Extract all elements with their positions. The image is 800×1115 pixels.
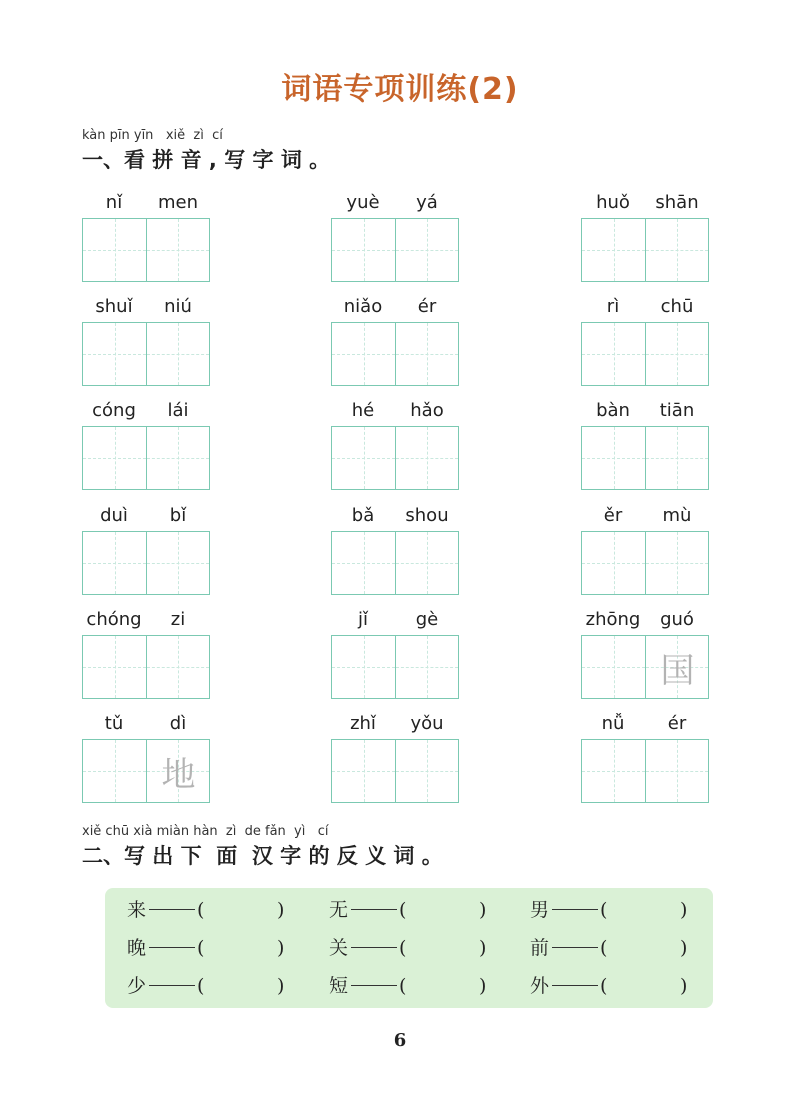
hint-character <box>147 323 210 385</box>
pinyin-label: hé <box>351 400 375 421</box>
antonym-character: 外 <box>530 975 550 997</box>
hint-character <box>332 532 395 594</box>
antonym-item[interactable] <box>127 969 327 1003</box>
word-item <box>581 503 709 595</box>
antonym-character: 来 <box>127 899 147 921</box>
hint-character <box>582 636 645 698</box>
writing-cell[interactable] <box>146 740 209 802</box>
pinyin-label: zhōng <box>585 609 641 630</box>
antonym-character: 无 <box>329 899 349 921</box>
writing-box <box>82 739 210 803</box>
pinyin-label: guó <box>660 609 694 630</box>
hint-character <box>396 636 459 698</box>
pinyin-label: zi <box>170 609 186 630</box>
close-paren: ) <box>277 975 285 997</box>
hint-character <box>396 427 459 489</box>
writing-cell[interactable] <box>83 636 146 698</box>
pinyin-label: nǐ <box>105 192 123 213</box>
word-item <box>82 294 210 386</box>
pinyin-label: niú <box>164 296 192 317</box>
writing-box <box>82 322 210 386</box>
pinyin-label: tiān <box>659 400 695 421</box>
antonym-character: 短 <box>329 975 349 997</box>
hint-character <box>582 219 645 281</box>
word-item <box>82 190 210 282</box>
hint-character <box>332 219 395 281</box>
writing-cell[interactable] <box>146 219 209 281</box>
antonym-character: 晚 <box>127 937 147 959</box>
writing-box <box>331 531 459 595</box>
pinyin-label: bàn <box>596 400 630 421</box>
pinyin-label: chóng <box>86 609 142 630</box>
word-item <box>581 398 709 490</box>
writing-box <box>82 426 210 490</box>
hint-character <box>582 323 645 385</box>
antonym-item[interactable] <box>127 931 327 965</box>
writing-cell[interactable] <box>332 323 395 385</box>
writing-cell[interactable] <box>395 636 458 698</box>
writing-box <box>331 426 459 490</box>
pinyin-label: dì <box>169 713 187 734</box>
word-item <box>331 607 459 699</box>
antonym-row <box>105 893 713 927</box>
writing-box <box>581 218 709 282</box>
answer-dash <box>149 947 195 948</box>
hint-character <box>332 427 395 489</box>
pinyin-label: jǐ <box>357 609 368 630</box>
pinyin-label: yuè <box>346 192 380 213</box>
section-2-pinyin: xiě chū xià miàn hàn zì de fǎn yì cí <box>82 824 329 839</box>
writing-box <box>331 218 459 282</box>
hint-character: 地 <box>161 754 196 795</box>
pinyin-label: nǚ <box>601 713 625 734</box>
word-item <box>581 711 709 803</box>
hint-character <box>646 323 709 385</box>
writing-cell[interactable] <box>395 323 458 385</box>
writing-cell[interactable] <box>332 427 395 489</box>
antonym-character: 少 <box>127 975 147 997</box>
section-1-pinyin: kàn pīn yīn xiě zì cí <box>82 128 223 143</box>
open-paren: ( <box>399 937 407 959</box>
pinyin-label: lái <box>167 400 189 421</box>
close-paren: ) <box>479 937 487 959</box>
open-paren: ( <box>600 899 608 921</box>
writing-cell[interactable] <box>582 532 645 594</box>
word-item <box>82 711 210 803</box>
antonym-item[interactable] <box>530 931 730 965</box>
writing-box <box>331 739 459 803</box>
writing-cell[interactable] <box>645 427 708 489</box>
writing-cell[interactable] <box>395 219 458 281</box>
antonym-character: 前 <box>530 937 550 959</box>
section-1-title: 一、看 拼 音 , 写 字 词 。 <box>82 148 331 172</box>
writing-cell[interactable] <box>582 323 645 385</box>
open-paren: ( <box>600 975 608 997</box>
antonym-item[interactable] <box>329 931 529 965</box>
hint-character <box>582 427 645 489</box>
writing-box <box>82 635 210 699</box>
hint-character <box>396 323 459 385</box>
word-item <box>82 607 210 699</box>
open-paren: ( <box>399 975 407 997</box>
antonym-character: 男 <box>530 899 550 921</box>
writing-cell[interactable] <box>83 427 146 489</box>
writing-cell[interactable] <box>645 219 708 281</box>
answer-dash <box>351 947 397 948</box>
section-1-heading <box>82 128 330 174</box>
pinyin-label: shuǐ <box>95 296 133 317</box>
pinyin-label: hǎo <box>410 400 444 421</box>
antonym-item[interactable] <box>530 893 730 927</box>
antonym-item[interactable] <box>329 893 529 927</box>
section-2-title: 二、写 出 下 面 汉 字 的 反 义 词 。 <box>82 844 443 868</box>
pinyin-label: niǎo <box>343 296 383 317</box>
answer-dash <box>552 985 598 986</box>
writing-cell[interactable] <box>582 427 645 489</box>
word-item <box>331 190 459 282</box>
writing-cell[interactable] <box>645 740 708 802</box>
answer-dash <box>552 947 598 948</box>
word-item <box>581 607 709 699</box>
open-paren: ( <box>197 899 205 921</box>
writing-cell[interactable] <box>332 532 395 594</box>
pinyin-label: gè <box>415 609 439 630</box>
hint-character <box>83 219 146 281</box>
antonym-exercise-panel <box>105 888 713 1008</box>
hint-character <box>147 532 210 594</box>
hint-character <box>396 532 459 594</box>
writing-box <box>581 531 709 595</box>
writing-box <box>82 218 210 282</box>
hint-character <box>83 740 146 802</box>
writing-box <box>331 322 459 386</box>
writing-cell[interactable] <box>582 636 645 698</box>
writing-cell[interactable] <box>395 427 458 489</box>
antonym-item[interactable] <box>530 969 730 1003</box>
pinyin-label: ér <box>417 296 437 317</box>
word-item <box>82 398 210 490</box>
hint-character <box>582 532 645 594</box>
word-item <box>581 190 709 282</box>
writing-box <box>581 426 709 490</box>
antonym-row <box>105 969 713 1003</box>
antonym-item[interactable] <box>329 969 529 1003</box>
writing-cell[interactable] <box>83 323 146 385</box>
close-paren: ) <box>680 937 688 959</box>
hint-character <box>332 636 395 698</box>
writing-box <box>82 531 210 595</box>
hint-character <box>332 323 395 385</box>
writing-cell[interactable] <box>332 219 395 281</box>
pinyin-label: shou <box>405 505 449 526</box>
answer-dash <box>351 985 397 986</box>
hint-character <box>646 219 709 281</box>
close-paren: ) <box>479 899 487 921</box>
pinyin-label: zhǐ <box>350 713 376 734</box>
antonym-character: 关 <box>329 937 349 959</box>
open-paren: ( <box>600 937 608 959</box>
writing-cell[interactable] <box>332 636 395 698</box>
hint-character <box>147 636 210 698</box>
hint-character: 国 <box>660 650 695 691</box>
pinyin-label: bǎ <box>351 505 375 526</box>
writing-cell[interactable] <box>146 636 209 698</box>
section-2-heading <box>82 824 443 870</box>
pinyin-label: cóng <box>92 400 136 421</box>
page-number: 6 <box>393 1030 407 1051</box>
answer-dash <box>351 909 397 910</box>
open-paren: ( <box>197 975 205 997</box>
writing-cell[interactable] <box>395 532 458 594</box>
writing-cell[interactable] <box>146 427 209 489</box>
answer-dash <box>149 909 195 910</box>
open-paren: ( <box>399 899 407 921</box>
word-item <box>331 711 459 803</box>
pinyin-label: ér <box>667 713 687 734</box>
writing-cell[interactable] <box>83 740 146 802</box>
writing-box <box>581 635 709 699</box>
pinyin-label: yǒu <box>410 713 444 734</box>
pinyin-label: bǐ <box>169 505 187 526</box>
writing-cell[interactable] <box>332 740 395 802</box>
hint-character <box>147 427 210 489</box>
pinyin-word-grid <box>82 190 722 810</box>
hint-character <box>582 740 645 802</box>
hint-character <box>332 740 395 802</box>
pinyin-label: yá <box>416 192 438 213</box>
writing-box <box>581 322 709 386</box>
pinyin-label: tǔ <box>104 713 124 734</box>
word-item <box>581 294 709 386</box>
writing-cell[interactable] <box>645 532 708 594</box>
writing-cell[interactable] <box>146 323 209 385</box>
antonym-row <box>105 931 713 965</box>
writing-cell[interactable] <box>83 532 146 594</box>
writing-cell[interactable] <box>146 532 209 594</box>
writing-cell[interactable] <box>83 219 146 281</box>
hint-character <box>646 532 709 594</box>
hint-character <box>646 427 709 489</box>
hint-character <box>83 427 146 489</box>
answer-dash <box>552 909 598 910</box>
writing-cell[interactable] <box>395 740 458 802</box>
pinyin-label: men <box>157 192 199 213</box>
pinyin-label: shān <box>655 192 699 213</box>
page-title: 词语专项训练(2) <box>281 72 519 107</box>
close-paren: ) <box>277 899 285 921</box>
word-item <box>82 503 210 595</box>
hint-character <box>83 636 146 698</box>
hint-character <box>646 740 709 802</box>
hint-character <box>396 219 459 281</box>
writing-cell[interactable] <box>645 636 708 698</box>
hint-character <box>147 219 210 281</box>
pinyin-label: chū <box>660 296 694 317</box>
pinyin-label: huǒ <box>596 192 630 213</box>
close-paren: ) <box>680 899 688 921</box>
word-item <box>331 398 459 490</box>
close-paren: ) <box>479 975 487 997</box>
pinyin-label: ěr <box>603 505 623 526</box>
writing-cell[interactable] <box>582 740 645 802</box>
word-item <box>331 503 459 595</box>
antonym-item[interactable] <box>127 893 327 927</box>
writing-cell[interactable] <box>645 323 708 385</box>
answer-dash <box>149 985 195 986</box>
hint-character <box>83 532 146 594</box>
hint-character <box>396 740 459 802</box>
pinyin-label: rì <box>606 296 620 317</box>
writing-box <box>581 739 709 803</box>
pinyin-label: mù <box>662 505 692 526</box>
open-paren: ( <box>197 937 205 959</box>
writing-box <box>331 635 459 699</box>
word-item <box>331 294 459 386</box>
close-paren: ) <box>277 937 285 959</box>
hint-character <box>83 323 146 385</box>
pinyin-label: duì <box>100 505 128 526</box>
close-paren: ) <box>680 975 688 997</box>
writing-cell[interactable] <box>582 219 645 281</box>
